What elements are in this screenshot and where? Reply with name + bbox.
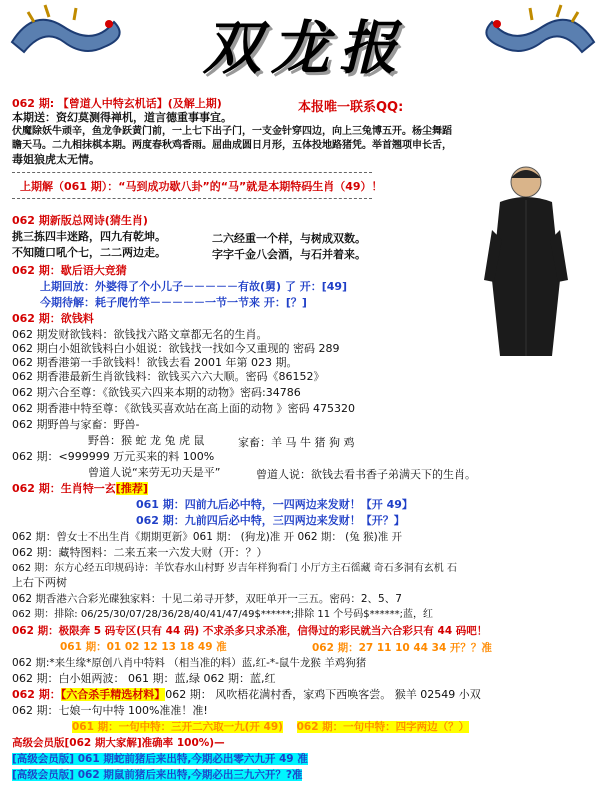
money-line-8a: 野兽：猴 蛇 龙 兔 虎 鼠 xyxy=(88,434,205,447)
r-line-13a: 061 期：一句中特：三开二六取一九(开 49) xyxy=(72,721,283,733)
s1-title: 【曾道人中特玄机话】(及解上期) xyxy=(57,97,222,110)
r-line-11b: 【六合杀手精选材料】 xyxy=(60,688,166,701)
riddle-tag: 062 期：歇后语大竞猜 xyxy=(12,264,127,277)
r-line-15: [高级会员版] 061 期蛇前猪后来出特,今期必出零六九开 49 准 xyxy=(12,753,308,765)
dragon-right-icon xyxy=(462,2,602,62)
money-line-8b: 家畜：羊 马 牛 猪 狗 鸡 xyxy=(238,436,355,449)
riddle-now: 今期待解：耗子爬竹竿－－－－－一节一节来 开：[？] xyxy=(40,296,307,309)
r-line-1: 062 期：曾女士不出生肖《期期更新》061 期： (狗龙)准 开 062 期： (兔 猴)准 开 xyxy=(12,531,403,543)
poem-b1: 不知随口吼个七，二二两边走。 xyxy=(12,246,166,259)
r-line-13b: 062 期：一句中特：四字两边（？） xyxy=(296,721,470,733)
r-line-14a: 高级会员版[062 期大家解] xyxy=(12,737,142,749)
r-line-10: 062 期：白小姐两波： 061 期：蓝,绿 062 期：蓝,红 xyxy=(12,672,276,685)
last-period-answer: 上期解（061 期）：“马到成功歇八卦”的“马”就是本期特码生肖（49）！ xyxy=(20,180,383,193)
money-line-3: 062 期香港第一手欲钱料！欲钱去看 2001 年第 023 期。 xyxy=(12,356,298,369)
money-line-2: 062 期白小姐欲钱料白小姐说：欲钱找一找如今又重现的 密码 289 xyxy=(12,342,340,355)
divider xyxy=(12,172,372,175)
money-line-10b: 曾道人说：欲钱去看书香子弟满天下的生肖。 xyxy=(256,468,476,481)
r-line-11c: 062 期： 风吹梧花满村香，家鸡下西唤客尝。 猴羊 02549 小双 xyxy=(165,688,481,701)
s1-line-2: 伏魔除妖牛顽辛，鱼龙争跃黄门前，一上七下出子门，一支金针穿四边，向上三兔博五开。杨尘舞蹈 xyxy=(12,126,452,137)
s1-tag: 062 期: xyxy=(12,97,55,110)
r-line-2: 062 期：藏特图料：二来五来一六发大财（开：？） xyxy=(12,546,268,559)
zodiac-tag-2: [推荐] xyxy=(115,482,148,495)
r-line-9: 062 期:*来生缘*原创八肖中特料 （相当准的料）蓝,红-*-鼠牛龙猴 羊鸡狗猪 xyxy=(12,657,367,669)
poem-a1: 挑三拣四丰迷路，四九有乾坤。 xyxy=(12,230,166,243)
r-line-7a: 062 期：极限奔 5 码专区(只有 44 码) xyxy=(12,625,200,637)
masthead xyxy=(140,8,470,88)
s1-line-4: 毒姐狼虎太无情。 xyxy=(12,153,100,166)
r-line-12: 062 期：七娘一句中特 100%准准！准! xyxy=(12,704,208,717)
money-tag: 062 期：欲钱料 xyxy=(12,312,94,325)
zodiac-line-2: 062 期：九前四后必中特，三四两边来发财！【开？】 xyxy=(136,514,405,527)
zodiac-tag: 062 期：生肖特一玄 xyxy=(12,482,116,495)
r-line-11a: 062 期： xyxy=(12,688,61,701)
poem-a2: 二六经重一个样，与树成双数。 xyxy=(212,232,366,245)
money-line-4: 062 期香港最新生肖欲钱料：欲钱买六六大顺。密码《86152》 xyxy=(12,370,325,383)
s1-line-3: 瞻天马。二九相抹棋本期。两度春秋鸡香雨。屈曲成圆日月形，五体投地路猪凭。举首翘项申长舌， xyxy=(12,140,452,151)
dragon-left-icon xyxy=(4,2,144,62)
r-line-6: 062 期：排除: 06/25/30/07/28/36/28/40/41/47/49$******;排除 11 个号码$******;蓝，红 xyxy=(12,609,434,620)
man-figure-icon xyxy=(478,160,574,360)
money-line-9: 062 期：<999999 万元买来的料 100% xyxy=(12,450,215,463)
r-line-7b: 不求杀多只求杀准，信得过的彩民就当六合彩只有 44 码吧！ xyxy=(202,625,488,637)
page-title: 双龙报 xyxy=(202,14,407,82)
r-line-5: 062 期香港六合彩光碟独家料：十见二弟寻开梦，双旺单开一三五。密码：2、5、7 xyxy=(12,593,402,605)
r-line-8b: 062 期：27 11 10 44 34 开？？准 xyxy=(312,642,492,654)
money-line-1: 062 期发财欲钱料：欲钱找六路文章都无名的生肖。 xyxy=(12,328,268,341)
poem-tag: 062 期新版总网诗(猜生肖) xyxy=(12,214,148,227)
riddle-last: 上期回放：外婆得了个小儿子－－－－－有故(舅) 了 开：[49] xyxy=(40,280,348,293)
money-line-10a: 曾道人说“来劳无功天是平” xyxy=(88,466,221,479)
money-line-7: 062 期野兽与家畜：野兽- xyxy=(12,418,140,431)
r-line-16: [高级会员版] 062 期鼠前猪后来出特,今期必出三九六开？?准 xyxy=(12,769,303,781)
contact-label: 本报唯一联系QQ: xyxy=(298,100,404,115)
zodiac-line-1: 061 期：四前九后必中特，一四两边来发财！【开 49】 xyxy=(136,498,413,511)
r-line-3: 062 期：东方心经五印规码诗：羊饮春水山村野 岁吉年样狗看门 小厅方主石徭藏 奇石多洞有玄机 石 xyxy=(12,563,457,574)
divider xyxy=(12,198,372,201)
r-line-4: 上右下两树 xyxy=(12,576,67,589)
money-line-5: 062 期六合至尊：《欲钱买六四来本期的动物》密码:34786 xyxy=(12,386,301,399)
s1-line-1: 本期送：资幻莫测得禅机，道言德重事事宜。 xyxy=(12,111,232,124)
r-line-8a: 061 期：01 02 12 13 18 49 准 xyxy=(60,641,227,653)
r-line-14b: 准确率 100%)— xyxy=(141,737,225,749)
poem-b2: 字字千金八会酒，与石并着来。 xyxy=(212,248,366,261)
money-line-6: 062 期香港中特至尊：《欲钱买喜欢站在高上面的动物 》密码 475320 xyxy=(12,402,355,415)
